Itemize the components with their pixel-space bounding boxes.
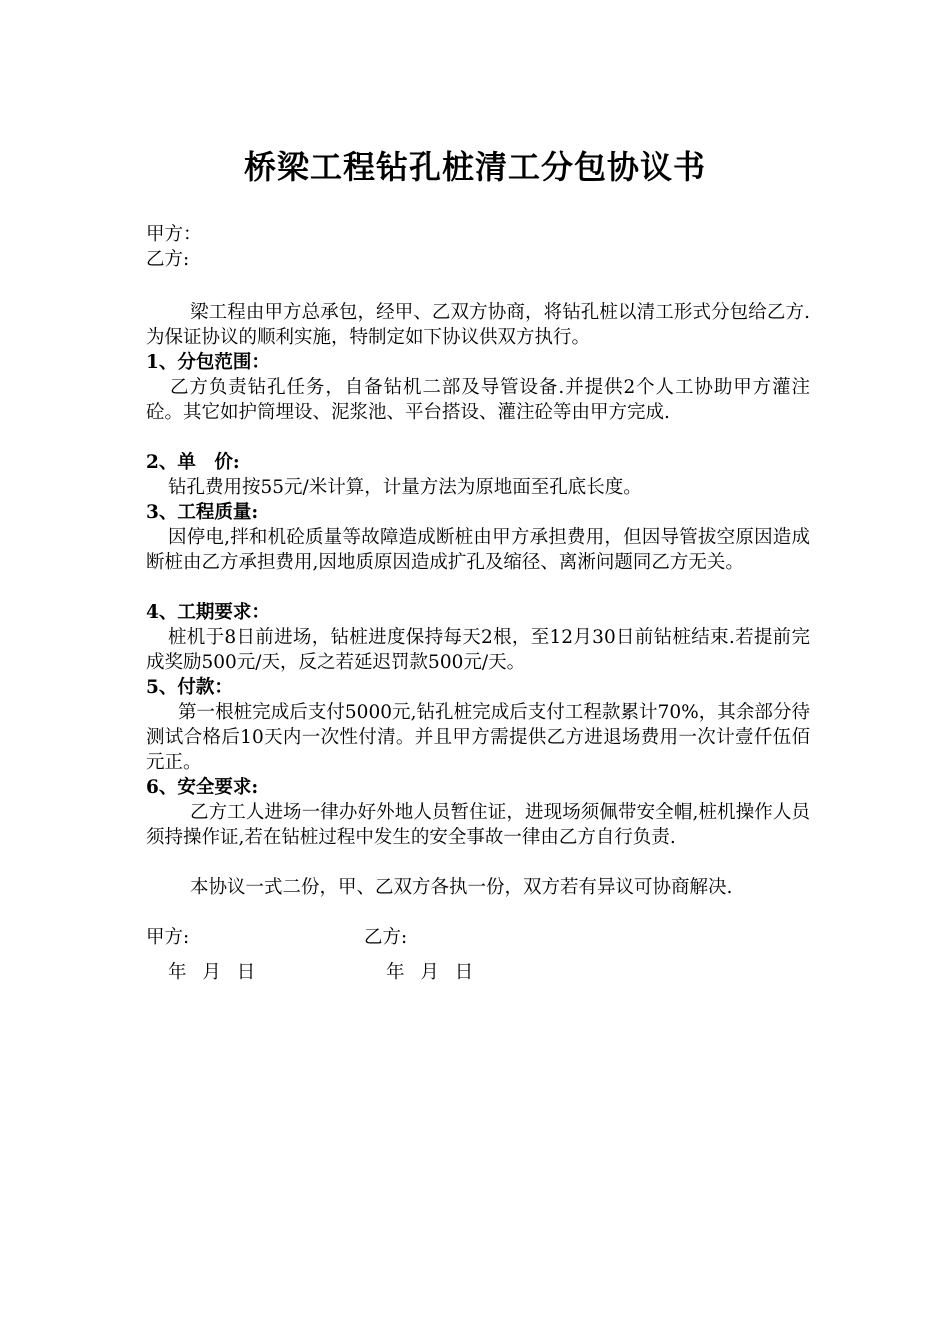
section-text-scope: 乙方负责钻孔任务，自备钻机二部及导管设备.并提供2个人工协助甲方灌注砼。其它如护筒埋设、泥浆池、平台搭设、灌注砼等由甲方完成. <box>146 377 810 423</box>
section-heading-payment: 5、付款： <box>146 677 233 698</box>
section-text-payment: 第一根桩完成后支付5000元,钻孔桩完成后支付工程款累计70%，其余部分待测试合格后10天内一次性付清。并且甲方需提供乙方进退场费用一次计壹仟伍佰元正。 <box>146 702 810 773</box>
party-a-label: 甲方： <box>146 224 202 245</box>
section-text-quality: 因停电,拌和机砼质量等故障造成断桩由甲方承担费用，但因导管拔空原因造成断桩由乙方承担费用,因地质原因造成扩孔及缩径、离淅问题同乙方无关。 <box>146 527 810 573</box>
party-b-label: 乙方: <box>146 249 190 270</box>
section-heading-price: 2、单 价: <box>146 452 240 473</box>
signature-date-a: 年 月 日 <box>168 962 256 983</box>
section-heading-schedule: 4、工期要求： <box>146 602 270 623</box>
section-text-schedule: 桩机于8日前进场，钻桩进度保持每天2根，至12月30日前钻桩结束.若提前完成奖励500元/天，反之若延迟罚款500元/天。 <box>146 627 810 673</box>
signature-party-a: 甲方: <box>146 927 190 948</box>
section-text-price: 钻孔费用按55元/米计算，计量方法为原地面至孔底长度。 <box>168 477 642 498</box>
intro-paragraph: 梁工程由甲方总承包，经甲、乙双方协商，将钻孔桩以清工形式分包给乙方.为保证协议的顺利实施，特制定如下协议供双方执行。 <box>146 302 810 348</box>
signature-party-b: 乙方: <box>364 927 408 948</box>
section-heading-scope: 1、分包范围： <box>146 352 270 373</box>
document-title: 桥梁工程钻孔桩清工分包协议书 <box>243 148 706 186</box>
section-text-safety: 乙方工人进场一律办好外地人员暂住证，进现场须佩带安全帽,桩机操作人员须持操作证,若在钻桩过程中发生的安全事故一律由乙方自行负责. <box>146 802 810 848</box>
section-heading-safety: 6、安全要求: <box>146 777 259 798</box>
section-heading-quality: 3、工程质量: <box>146 502 259 523</box>
closing-paragraph: 本协议一式二份，甲、乙双方各执一份，双方若有异议可协商解决. <box>190 877 733 898</box>
signature-date-b: 年 月 日 <box>386 962 474 983</box>
